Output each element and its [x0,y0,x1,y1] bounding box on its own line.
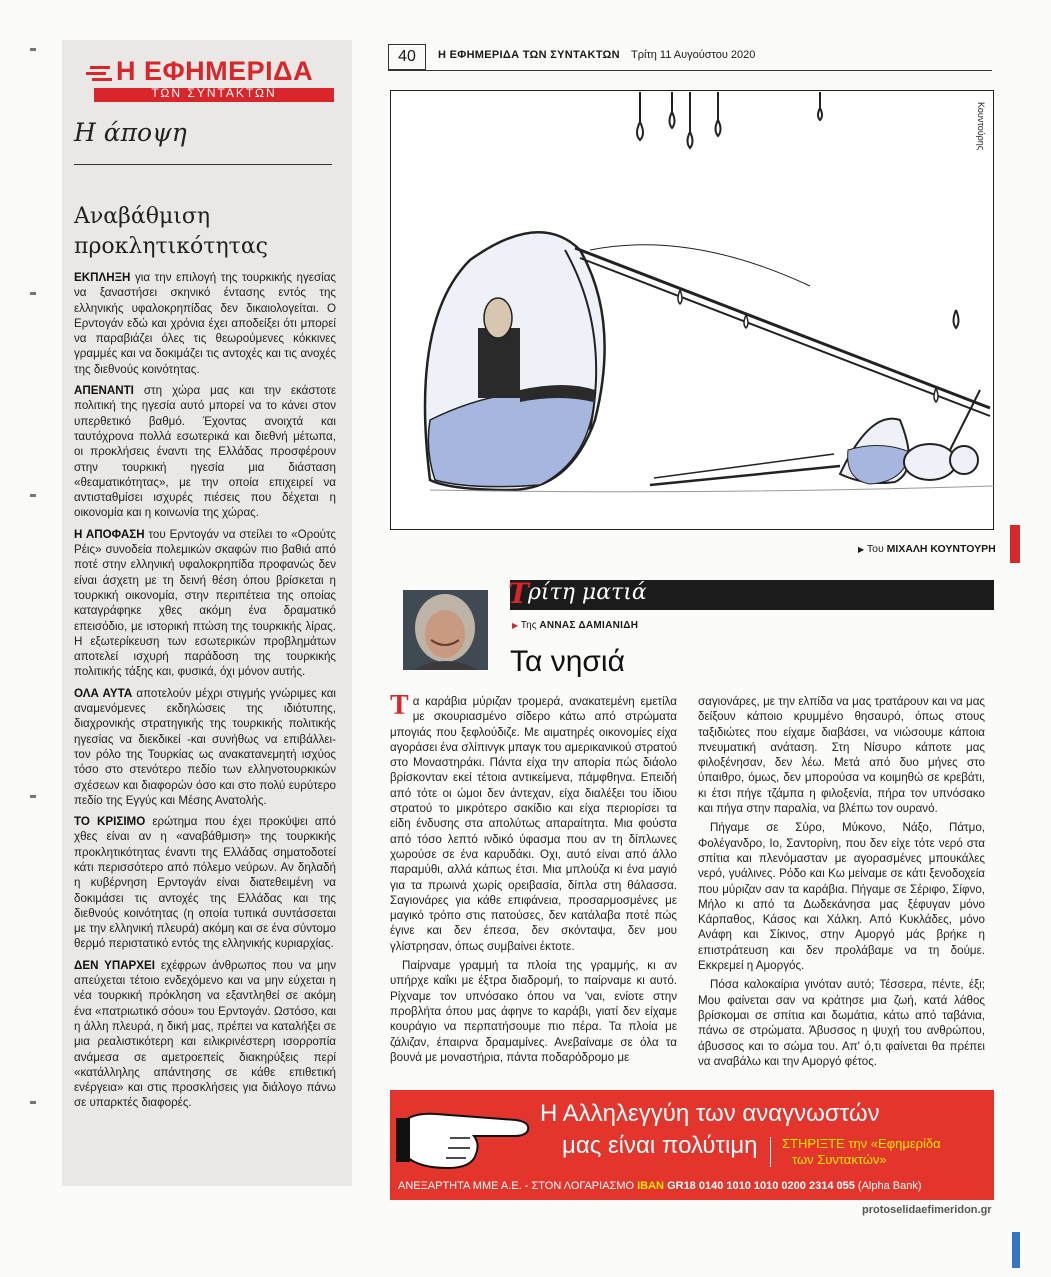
paragraph-text: α καράβια μύριζαν τρομερά, ανακατεμένη εμετίλα με σκουριασμένο σίδερο κάτω από στρώματα μπογιάς που ξεφλούδιζε. Με αιματηρές οικονομίες είχα αγοράσει ένα σλίπινγκ μπαγκ του αμερικανικού στρατού στο Μοναστηράκι. Πάντα είχα την απορία πώς διάολο βρίσκονταν εκεί τέτοια αντικείμενα, πάμφθηνα. Επειδή από τότε οι ώμοι δεν άντεχαν, είχα διαλέξει του ίδιου στρατού το μικρότερο σακίδιο και είχα περιορίσει τα είδη ένδυσης στα απολύτως απαραίτητα. Μια φούστα από τόσο λεπτό ινδικό ύφασμα που αν τη δίπλωνες χωρούσε σε ένα καρυδάκι. Οχι, αυτό είναι από άλλο παραμύθι, αλλά κάπως έτσι. Μια μπλούζα κι ένα μαγιό για τα πρωινά χωρίς ορειβασία, δίπλα στη θάλασσα. Σαγιονάρες για κάθε επιφάνεια, προσαρμοσμένες με μαγικό τρόπο στις πατούσες, δεν κατάλαβα ποτέ πώς έγινε και δεν έπεσα, δεν σκόνταψα, δεν μου γλίστρησαν, όπως συμβαίνει έκτοτε. [390,695,677,953]
bank-name: (Alpha Bank) [857,1180,922,1192]
scan-mark [30,494,36,497]
iban-label: IBAN [637,1180,664,1192]
cartoonist-signature: Κουντούρης [976,102,986,151]
ad-bank-info [398,1180,922,1192]
paragraph-text: εχέφρων άνθρωπος που να μην απεύχεται τέτοιο ενδεχόμενο και να μην εύχεται η νέα τουρκική πρόκληση να εξαντληθεί σε ακόμη ένα «πατριωτικό σόου» του Ερντογάν. Ωστόσο, και η άλλη πλευρά, η δική μας, πρέπει να καταλήξει σε μια ρεαλιστικότερη και ειλικρινέστερη ισορροπία ανάμεσα σε αμετροεπείς διακηρύξεις περί «κατάλληλης απάντησης σε κάθε επιθετική ενέργεια» και στις προσκλήσεις για διάλογο πάνω σε υπαρκτές διαφορές. [74,958,336,1110]
article-title: Τα νησιά [510,645,625,678]
bank-prefix: ΑΝΕΞΑΡΤΗΤΑ ΜΜΕ Α.Ε. - ΣΤΟΝ ΛΟΓΑΡΙΑΣΜΟ [398,1180,635,1192]
logo-sub: ΤΩΝ ΣΥΝΤΑΚΤΩΝ [151,86,277,100]
masthead-newspaper: Η ΕΦΗΜΕΡΙΔΑ ΤΩΝ ΣΥΝΤΑΚΤΩΝ [438,49,620,61]
paragraph-text: του Ερντογάν να στείλει το «Ορούτς Ρέις» συνοδεία πολεμικών σκαφών πιο βαθιά από ποτέ στην ελληνική υφαλοκρηπίδα προφανώς δεν είναι άσχετη με τη δεινή θέση όπου βρίσκεται η τουρκική οικονομία, στην περιπέτεια της οποίας καταγράφηκε χθες ακόμη ένα δραματικό επεισόδιο, με ιστορική πτώση της τουρκικής λίρας. Η εξωτερίκευση των εσωτερικών προβλημάτων αποτελεί ισχυρή παράδοση της τουρκικής πολιτικής τάξης και, φυσικά, όχι μόνον αυτής. [74,527,336,679]
cartoon-illustration [390,90,994,530]
article-paragraph: Πόσα καλοκαίρια γινόταν αυτό; Τέσσερα, πέντε, έξι; Μου φαίνεται σαν να κράτησε μια ζωή, κατά λάθος βρίσκομαι σε σπίτια και δωμάτια, κάτω από ταβάνια, πάνω σε στρώματα. Άβυσσος η ψυχή του ανθρώπου, άβυσσος και το σώμα του. Απ' ό,τι φαίνεται θα πρέπει να αναβάλω και την Αμοργό φέτος. [698,978,985,1068]
paragraph-lead: ΑΠΕΝΑΝΤΙ [74,384,134,398]
masthead-date: Τρίτη 11 Αυγούστου 2020 [630,49,756,61]
source-website: protoselidaefimeridon.gr [862,1204,992,1216]
ad-line-1: Η Αλληλεγγύη των αναγνωστών [540,1100,880,1127]
masthead [438,49,755,61]
play-icon: ▶ [512,621,519,630]
pointing-hand-icon [396,1098,536,1176]
editorial-body [74,270,336,1117]
logo-speed-line [90,66,110,69]
drop-cap: Τ [390,690,409,721]
author-prefix: Της [520,620,537,631]
article-paragraph: Παίρναμε γραμμή τα πλοία της γραμμής, κι αν υπήρχε καΐκι με έξτρα διαδρομή, το παίρναμε κι αυτό. Ρίχναμε τον υπνόσακο όπου να 'ναι, ενίοτε στην προβλήτα όπου μας άφηνε το καράβι, γιατί δεν είχαμε κουράγιο να περπατήσουμε πιο πέρα. Τα πλοία με ζάλιζαν, έπαιρνα δραμαμίνες. Ανεβαίναμε σε όλα τα βουνά με μοναστήρια, πάντα ποδαρόδρομο με [390,959,677,1064]
iban-number: GR18 0140 1010 1010 0200 2314 055 [667,1180,855,1192]
editorial-paragraph [74,383,336,521]
page-marker-blue [1012,1232,1020,1268]
scan-mark [30,292,36,295]
article-paragraph [390,690,677,954]
paragraph-lead: ΤΟ ΚΡΙΣΙΜΟ [74,815,146,829]
paragraph-text: ερώτημα που έχει προκύψει από χθες είναι αν η «αναβάθμιση» της τουρκικής προκλητικότητας έναντι της Ελλάδας σηματοδοτεί κάτι περισσότερο από πόλεμο νεύρων. Αν δηλαδή η κυβέρνηση Ερντογάν είναι διατεθειμένη να δοκιμάσει τις αντοχές της Ελλάδας και της διεθνούς κοινότητας (η οποία τυπικά συντάσσεται με την ελληνική πλευρά) ακόμη και σε ένα σύντομο θερμό περιστατικό εντός της ελληνικής κυριαρχίας. [74,815,336,951]
editorial-paragraph [74,958,336,1111]
editorial-paragraph [74,686,336,808]
article-paragraph: σαγιονάρες, με την ελπίδα να μας τρατάρουν και να μας δείξουν κάποιο κρυμμένο θησαυρό, όπως στους ταξιδιώτες που είχαμε διαβάσει, να νιώσουμε κάποια πνευματική ανάταση. Στη Νίσυρο κάποτε μας φιλοξένησαν, δεν λέω. Μετά από δυο μήνες στο ύπαιθρο, όμως, δεν μπορούσα να κοιμηθώ σε κρεβάτι, κι έτσι πήγε τζάμπα η φιλοξενία, πήρα τον υπνόσακο και πήγα στην παραλία, να βλέπω τον ουρανό. [698,695,985,816]
author-line [512,620,638,631]
editorial-paragraph [74,270,336,377]
paragraph-lead: ΔΕΝ ΥΠΑΡΧΕΙ [74,958,155,972]
paragraph-lead: Η ΑΠΟΦΑΣΗ [74,527,145,541]
article-paragraph: Πήγαμε σε Σύρο, Μύκονο, Νάξο, Πάτμο, Φολέγανδρο, Ιο, Σαντορίνη, που δεν είχε τότε νερό στα σπίτια και πλενόμασταν με αγορασμένες μπουκάλες νερό, γυάλινες. Ρόδο και Κω μείναμε σε κάτι ξενοδοχεία που μύριζαν σαν τα καράβια. Πήγαμε σε Σέριφο, Σίφνο, Μήλο κι από τα Δωδεκάνησα μας ξέφυγαν μόνο Κάρπαθος, Κάσος και Χάλκη. Από Κυκλάδες, μόνο Ανάφη και Σίκινος, στην Αμοργό μάς βρήκε η επιστράτευση και δεν προλάβαμε να τη δούμε. Εκκρεμεί η Αμοργός. [698,821,985,973]
author-name: ΑΝΝΑΣ ΔΑΜΙΑΝΙΔΗ [539,620,639,631]
paragraph-lead: ΕΚΠΛΗΞΗ [74,271,131,284]
header-rule [388,70,992,71]
ad-support-line-2: των Συντακτών» [792,1152,887,1167]
ad-support [782,1136,941,1168]
ad-divider [770,1137,771,1167]
article-column-2 [698,694,985,1073]
logo-speed-line [86,72,106,75]
page-marker [1010,525,1020,563]
scan-mark [30,48,36,51]
column-title: ρίτη ματιά [528,580,647,605]
play-icon: ▶ [858,545,865,554]
ad-line-2: μας είναι πολύτιμη [562,1132,758,1159]
author-photo [403,590,488,670]
editorial-paragraph [74,814,336,952]
article-column-1 [390,690,677,1069]
paragraph-text: στη χώρα μας και την εκάστοτε πολιτική της ηγεσία αυτό μπορεί να το κάνει στον υπερθετικό βαθμό. Έχοντας ανοιχτά και ταυτόχρονα πολλά εσωτερικά και διεθνή μέτωπα, οι προκλήσεις έναντι της Ελλάδας προσφέρουν στην τουρκική ηγεσία μια διάσταση «θεαματικότητας», με την οποία επιχειρεί να αντισταθμίσει ισχυρές πιέσεις που δέχεται η οικονομία και η κοινωνία της χώρας. [74,384,336,520]
page-number: 40 [388,44,426,70]
editorial-headline: Αναβάθμιση προκλητικότητας [74,204,269,259]
ad-support-line-1: ΣΤΗΡΙΞΤΕ την «Εφημερίδα [782,1136,941,1151]
section-label: Η άποψη [74,118,187,147]
paragraph-lead: ΟΛΑ ΑΥΤΑ [74,686,133,700]
scan-mark [30,1101,36,1104]
credit-name: ΜΙΧΑΛΗ ΚΟΥΝΤΟΥΡΗ [886,543,996,555]
section-rule [74,164,332,165]
paragraph-text: αποτελούν μέχρι στιγμής γνώριμες και αναμενόμενες εκδηλώσεις της ιδιότυπης, διαχρονικής στρατηγικής της τουρκικής πολιτικής ηγεσίας να διεκδικεί -και συνήθως να επιβάλλει- τον ρόλο της Τουρκίας ως ανακατανεμητή ισχύος τόσο στο στενότερο πεδίο των ελληνοτουρκικών σχέσεων και διαφορών όσο και στο πολύ ευρύτερο πεδίο της Εγγύς και Μέσης Ανατολής. [74,686,337,807]
paragraph-text: για την επιλογή της τουρκικής ηγεσίας να ξαναστήσει σκηνικό έντασης εντός της ελληνικής υφαλοκρηπίδας δεν δικαιολογείται. Ο Ερντογάν εδώ και χρόνια έχει αποδείξει ότι μπορεί να παραβιάζει όλες τις θεωρούμενες κόκκινες γραμμές και να δοκιμάζει τις αντοχές και τις ανοχές της διεθνούς κοινότητας. [74,271,336,376]
column-title-initial: Τ [508,577,529,610]
credit-prefix: Του [866,543,884,555]
cartoon-credit [858,543,996,555]
editorial-paragraph [74,527,336,680]
logo-main: Η ΕΦΗΜΕΡΙΔΑ [116,56,314,86]
scan-mark [30,795,36,798]
logo-speed-line [92,78,112,81]
